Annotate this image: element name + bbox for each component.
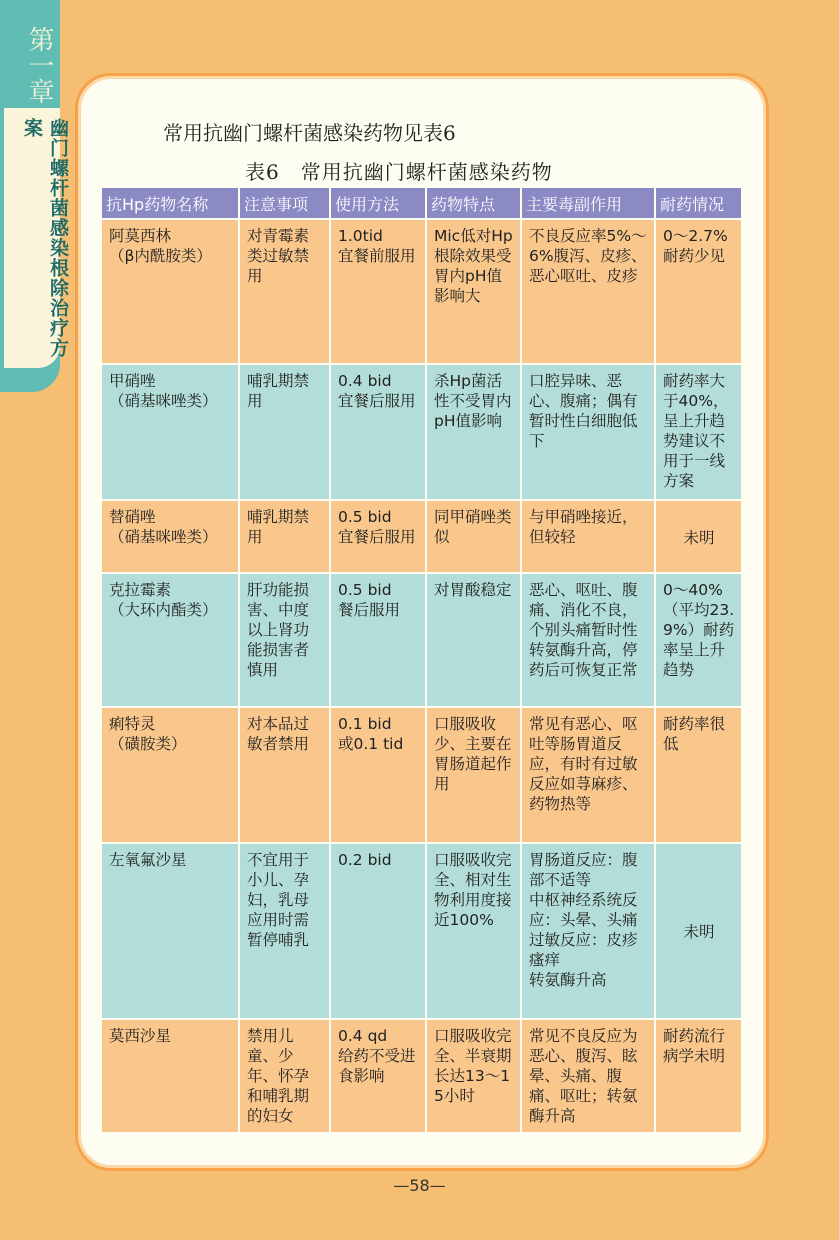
cell-drug-name: 甲硝唑 （硝基咪唑类） (101, 364, 239, 500)
page-number: —58— (393, 1176, 446, 1195)
cell-precautions: 肝功能损害、中度以上肾功能损害者慎用 (239, 573, 330, 707)
cell-resistance: 耐药流行病学未明 (655, 1019, 742, 1133)
cell-side-effects: 不良反应率5%～6%腹泻、皮疹、恶心呕吐、皮疹 (521, 219, 655, 364)
cell-precautions: 禁用儿童、少年、怀孕和哺乳期的妇女 (239, 1019, 330, 1133)
header-usage: 使用方法 (330, 187, 426, 219)
cell-usage: 0.5 bid 餐后服用 (330, 573, 426, 707)
table-row (101, 219, 742, 364)
chapter-label: 第一章 (24, 26, 54, 104)
cell-usage: 0.5 bid 宜餐后服用 (330, 500, 426, 573)
table-row (101, 843, 742, 1019)
cell-usage: 0.4 bid 宜餐后服用 (330, 364, 426, 500)
header-precautions: 注意事项 (239, 187, 330, 219)
chapter-title-box (4, 108, 69, 368)
cell-resistance: 0～2.7% 耐药少见 (655, 219, 742, 364)
header-side-effects: 主要毒副作用 (521, 187, 655, 219)
header-resistance: 耐药情况 (655, 187, 742, 219)
header-drug-name: 抗Hp药物名称 (101, 187, 239, 219)
cell-side-effects: 与甲硝唑接近，但较轻 (521, 500, 655, 573)
cell-precautions: 对本品过敏者禁用 (239, 707, 330, 843)
table-row (101, 573, 742, 707)
chapter-tab (0, 0, 69, 392)
table-row (101, 500, 742, 573)
cell-usage: 0.2 bid (330, 843, 426, 1019)
cell-resistance: 耐药率大于40%，呈上升趋势建议不用于一线方案 (655, 364, 742, 500)
cell-precautions: 哺乳期禁用 (239, 364, 330, 500)
chapter-title: 幽门螺杆菌感染根除治疗方案 (21, 118, 69, 358)
cell-side-effects: 口腔异味、恶心、腹痛；偶有暂时性白细胞低下 (521, 364, 655, 500)
header-features: 药物特点 (426, 187, 521, 219)
cell-resistance: 耐药率很低 (655, 707, 742, 843)
cell-drug-name: 莫西沙星 (101, 1019, 239, 1133)
cell-resistance: 未明 (655, 500, 742, 573)
cell-side-effects: 恶心、呕吐、腹痛、消化不良，个别头痛暂时性转氨酶升高，停药后可恢复正常 (521, 573, 655, 707)
cell-drug-name: 痢特灵 （磺胺类） (101, 707, 239, 843)
cell-drug-name: 左氧氟沙星 (101, 843, 239, 1019)
table-row (101, 707, 742, 843)
cell-precautions: 对青霉素类过敏禁用 (239, 219, 330, 364)
cell-drug-name: 替硝唑 （硝基咪唑类） (101, 500, 239, 573)
cell-precautions: 哺乳期禁用 (239, 500, 330, 573)
table-row (101, 1019, 742, 1133)
cell-resistance: 未明 (655, 843, 742, 1019)
cell-side-effects: 常见有恶心、呕吐等肠胃道反应，有时有过敏反应如荨麻疹、药物热等 (521, 707, 655, 843)
cell-features: 口服吸收完全、半衰期长达13～15小时 (426, 1019, 521, 1133)
cell-side-effects: 胃肠道反应：腹部不适等 中枢神经系统反应：头晕、头痛 过敏反应：皮疹瘙痒 转氨酶升高 (521, 843, 655, 1019)
cell-features: Mic低对Hp根除效果受胃内pH值影响大 (426, 219, 521, 364)
drug-table (100, 186, 743, 1134)
cell-features: 口服吸收少、主要在胃肠道起作用 (426, 707, 521, 843)
cell-drug-name: 阿莫西林 （β内酰胺类） (101, 219, 239, 364)
cell-usage: 1.0tid 宜餐前服用 (330, 219, 426, 364)
cell-features: 口服吸收完全、相对生物利用度接近100% (426, 843, 521, 1019)
table-caption: 表6 常用抗幽门螺杆菌感染药物 (245, 160, 553, 184)
cell-usage: 0.4 qd 给药不受进食影响 (330, 1019, 426, 1133)
cell-drug-name: 克拉霉素 （大环内酯类） (101, 573, 239, 707)
intro-text: 常用抗幽门螺杆菌感染药物见表6 (163, 121, 456, 145)
cell-features: 对胃酸稳定 (426, 573, 521, 707)
table-row (101, 364, 742, 500)
cell-resistance: 0～40%（平均23.9%）耐药率呈上升趋势 (655, 573, 742, 707)
cell-precautions: 不宜用于小儿、孕妇，乳母应用时需暂停哺乳 (239, 843, 330, 1019)
table-header-row (101, 187, 742, 219)
cell-features: 同甲硝唑类似 (426, 500, 521, 573)
cell-side-effects: 常见不良反应为恶心、腹泻、眩晕、头痛、腹痛、呕吐；转氨酶升高 (521, 1019, 655, 1133)
cell-features: 杀Hp菌活性不受胃内pH值影响 (426, 364, 521, 500)
cell-usage: 0.1 bid 或0.1 tid (330, 707, 426, 843)
